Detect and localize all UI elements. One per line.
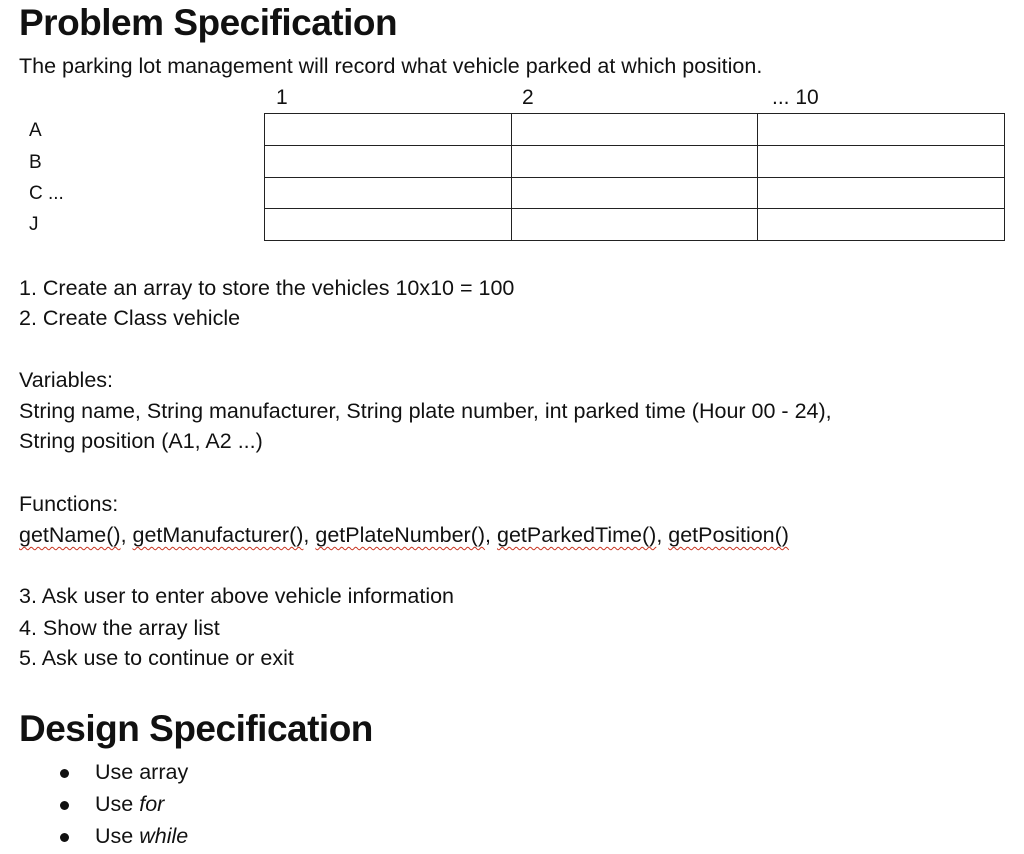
grid-cell [758,177,1005,209]
table-row [265,209,1005,241]
column-label: ... 10 [772,86,819,109]
variables-line: String name, String manufacturer, String plate number, int parked time (Hour 00 - 24), [19,399,832,423]
function-name: getParkedTime() [497,523,657,547]
grid-cell [265,145,512,177]
list-item-prefix: Use [95,792,140,816]
design-heading: Design Specification [19,708,373,749]
grid-cell [511,177,758,209]
function-separator: , [303,523,316,547]
grid-cell [511,114,758,146]
list-item-text [95,824,188,849]
functions-line [19,523,789,548]
grid-cell [758,114,1005,146]
grid-cell [511,209,758,241]
grid-cell [265,209,512,241]
grid-cell [265,114,512,146]
grid-cell [265,177,512,209]
variables-title: Variables: [19,368,114,392]
grid-cell [758,209,1005,241]
row-label: C ... [29,183,64,204]
list-item-prefix: Use array [95,760,189,784]
variables-line: String position (A1, A2 ...) [19,429,263,453]
list-item-text [95,760,188,785]
list-item-emphasis: while [139,824,189,848]
table-row [265,177,1005,209]
function-separator: , [485,523,497,547]
list-item-emphasis: for [139,792,165,816]
step-line: 1. Create an array to store the vehicles 10x10 = 100 [19,276,515,300]
step-line: 4. Show the array list [19,616,220,640]
grid-cell [758,145,1005,177]
function-separator: , [120,523,133,547]
bullet-icon [60,769,69,778]
bullet-icon [60,833,69,842]
table-row [265,145,1005,177]
function-name: getName() [19,523,121,547]
row-label: J [29,214,39,235]
column-label: 1 [276,86,288,109]
function-name: getPosition() [668,523,789,547]
step-line: 3. Ask user to enter above vehicle information [19,584,455,608]
problem-heading: Problem Specification [19,2,398,43]
functions-title: Functions: [19,492,119,516]
function-separator: , [656,523,669,547]
row-label: B [29,152,42,173]
step-line: 5. Ask use to continue or exit [19,646,294,670]
step-line: 2. Create Class vehicle [19,306,241,330]
function-name: getManufacturer() [132,523,304,547]
row-label: A [29,120,42,141]
column-label: 2 [522,86,534,109]
function-name: getPlateNumber() [315,523,486,547]
grid-cell [511,145,758,177]
table-row [265,114,1005,146]
list-item-text [95,792,164,817]
bullet-icon [60,801,69,810]
list-item-prefix: Use [95,824,140,848]
problem-intro: The parking lot management will record what vehicle parked at which position. [19,54,763,78]
parking-grid-table [264,113,1005,241]
